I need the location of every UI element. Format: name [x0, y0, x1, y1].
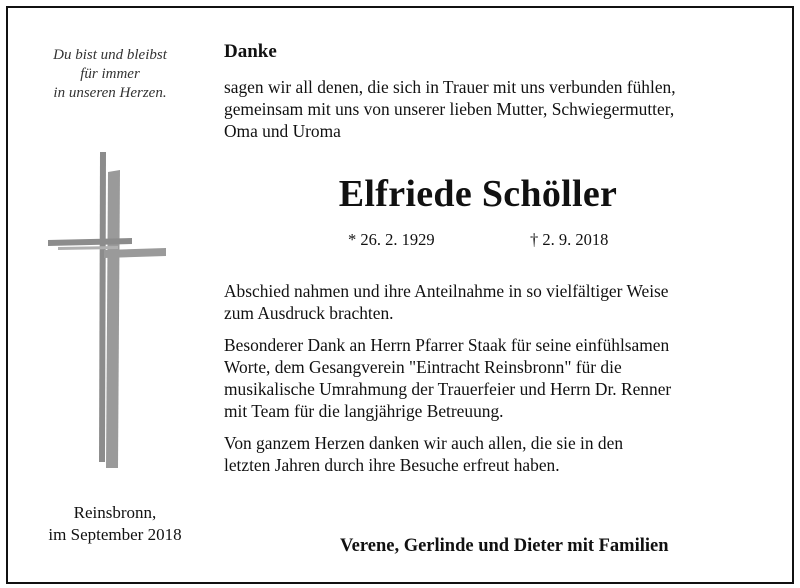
death-date: † 2. 9. 2018 — [530, 230, 609, 249]
deceased-name: Elfriede Schöller — [338, 173, 618, 215]
signature: Verene, Gerlinde und Dieter mit Familien — [340, 536, 669, 556]
intro-block — [224, 40, 774, 142]
date-line: im September 2018 — [48, 525, 182, 544]
place-line: Reinsbronn, — [73, 503, 157, 522]
motto-line-3: in unseren Herzen. — [53, 85, 167, 101]
place-date — [20, 502, 210, 546]
motto — [26, 46, 194, 103]
thanks-block — [224, 280, 774, 476]
paragraph-special-thanks: Besonderer Dank an Herrn Pfarrer Staak für seine einfühlsamen Worte, dem Gesangverein "Eintracht Reinsbronn" für die musikalische Umrahmung der Trauerfeier und Herrn Dr. Renner mit Team für die langjährige Betreuung. — [224, 335, 672, 421]
paragraph-farewell: Abschied nahmen und ihre Anteilnahme in so vielfältiger Weise zum Ausdruck brachten. — [224, 281, 669, 323]
intro-paragraph: sagen wir all denen, die sich in Trauer mit uns verbunden fühlen, gemeinsam mit uns von unserer lieben Mutter, Schwiegermutter, Oma und Uroma — [224, 77, 676, 141]
heading-danke: Danke — [224, 41, 277, 62]
motto-line-2: für immer — [80, 66, 140, 82]
birth-date: * 26. 2. 1929 — [348, 230, 435, 249]
motto-line-1: Du bist und bleibst — [53, 47, 167, 63]
cross-icon — [48, 152, 168, 468]
paragraph-visits: Von ganzem Herzen danken wir auch allen, die sie in den letzten Jahren durch ihre Besuche erfreut haben. — [224, 433, 624, 475]
